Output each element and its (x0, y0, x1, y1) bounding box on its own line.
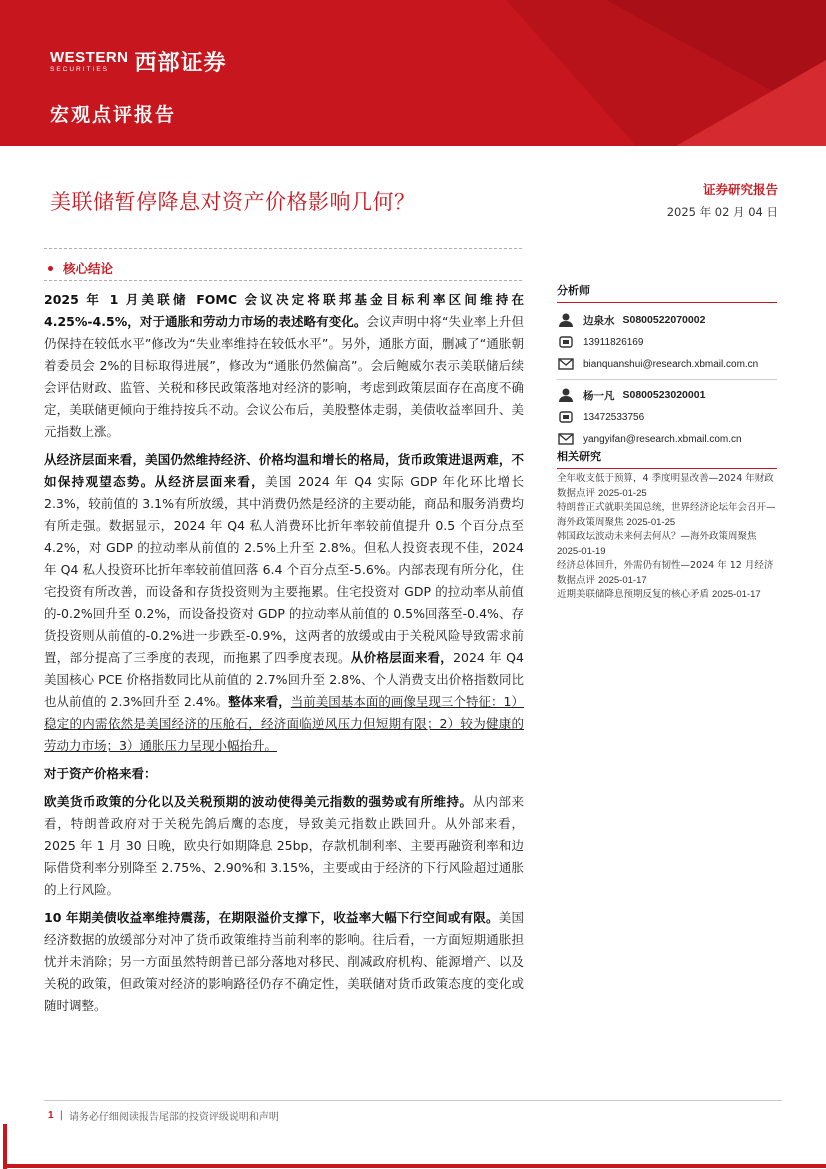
related-date: 2025-01-17 (598, 574, 647, 586)
person-icon (557, 387, 575, 403)
footer-disclaimer: 请务必仔细阅读报告尾部的投资评级说明和声明 (68, 1112, 279, 1123)
related-item[interactable] (557, 472, 777, 501)
body-paragraph (44, 791, 524, 901)
footer-accent-bar (3, 1124, 7, 1169)
body-text: 美国 2024 年 Q4 实际 GDP 年化环比增长 2.3%，较前值的 3.1%有所放缓，其中消费仍然是经济的主要动能，商品和服务消费均有所走强。数据显示，2024 年 Q4 私人消费环比折年率较前值提升 0.5 个百分点至 4.2%，对 GDP 的拉动率从前值的 2.5%上升至 2.8%。但私人投资表现不佳，2024 年 Q4 私人投资环比折年率较前值回落 6.4 个百分点至-5.6%。内部表现有所分化，住宅投资有所改善，而设备和存货投资则为主要拖累。住宅投资对 GDP 的拉动率从前值的-0.2%回升至 0.2%，而设备投资对 GDP 的拉动率从前值的 0.5%回落至-0.4%、存货投资则从前值的-0.2%进一步跌至-0.9%，这两者的放缓或由于关税风险导致需求前置，部分提高了三季度的表现，而拖累了四季度表现。 (44, 474, 524, 665)
emphasis-text: 整体来看， (228, 694, 291, 709)
core-conclusion-heading (48, 259, 113, 277)
body-text: 当前美国基本面的画像呈现三个特征：1）稳定的内需依然是美国经济的压舱石，经济面临逆风压力但短期有限；2）较为健康的劳动力市场；3）通胀压力呈现小幅抬升。 (44, 694, 524, 753)
related-item[interactable] (557, 501, 777, 530)
body-paragraph (44, 907, 524, 1017)
related-research-panel (557, 448, 777, 603)
footer-accent-bar (3, 1164, 826, 1168)
emphasis-text: 从经济层面来看，美国仍然维持经济、价格均温和增长的格局，货币政策进退两难，不如保持观望态势。从经济层面来看， (44, 452, 524, 489)
body-text: 会议声明中将“失业率上升但仍保持在较低水平”修改为“失业率维持在较低水平”。另外，通胀方面，删减了“通胀朝着委员会 2%的目标取得进展”，修改为“通胀仍然偏高”。会后鲍威尔表示美联储后续会评估财政、监管、关税和移民政策落地对经济的影响，考虑到政策层面存在高度不确定，美联储更倾向于维持按兵不动。会议公布后，美股整体走弱，美债收益率回升、美元指数上涨。 (44, 314, 524, 439)
phone-icon (557, 409, 575, 425)
logo-en-sub: SECURITIES (50, 65, 110, 73)
body-paragraph (44, 289, 524, 443)
body-text: 美国经济数据的放缓部分对冲了货币政策维持当前利率的影响。往后看，一方面短期通胀担忧并未消除；另一方面虽然特朗普已部分落地对移民、削减政府机构、能源增产、以及关税的政策，但政策对经济的影响路径仍存不确定性，美联储对货币政策态度的变化或随时调整。 (44, 910, 524, 1013)
related-list (557, 472, 777, 603)
related-title: 韩国政坛波动未来何去何从？—海外政策周聚焦 (557, 531, 757, 542)
related-date: 2025-01-25 (598, 487, 647, 499)
analyst-phone: 13911826169 (583, 336, 644, 348)
analyst-name: 杨一凡 (583, 389, 615, 402)
emphasis-text: 对于资产价格来看： (44, 766, 157, 781)
related-title: 经济总体回升，外需仍有韧性—2024 年 12 月经济数据点评 (557, 560, 774, 586)
related-date: 2025-01-17 (712, 589, 761, 600)
related-date: 2025-01-19 (557, 545, 606, 557)
analyst-card (557, 309, 777, 450)
logo-en-text: WESTERN (50, 48, 129, 66)
analyst-cert: S0800523020001 (622, 389, 706, 401)
brand-logo (50, 46, 227, 77)
related-date: 2025-01-25 (626, 516, 676, 528)
related-title: 近期美联储降息预期反复的核心矛盾 (557, 589, 710, 600)
emphasis-text: 从价格层面来看， (350, 650, 454, 665)
document-title: 美联储暂停降息对资产价格影响几何？ (50, 190, 416, 214)
divider (44, 280, 522, 281)
email-icon (557, 431, 575, 447)
emphasis-text: 2025 年 1 月美联储 FOMC 会议决定将联邦基金目标利率区间维持在 4.25%-4.5%，对于通胀和劳动力市场的表述略有变化。 (44, 292, 524, 329)
analyst-cert: S0800522070002 (622, 314, 706, 326)
emphasis-text: 10 年期美债收益率维持震荡，在期限溢价支撑下，收益率大幅下行空间或有限。 (44, 910, 499, 925)
emphasis-text: 欧美货币政策的分化以及关税预期的波动使得美元指数的强势或有所维持。 (44, 794, 473, 809)
analyst-email[interactable]: bianquanshui@research.xbmail.com.cn (583, 358, 759, 370)
related-item[interactable] (557, 588, 777, 603)
related-item[interactable] (557, 559, 777, 588)
related-title: 全年收支低于预算，4 季度明显改善—2024 年财政数据点评 (557, 473, 774, 499)
logo-cn-text: 西部证券 (134, 51, 227, 76)
analyst-name: 边泉水 (583, 314, 615, 327)
section-title: 核心结论 (63, 261, 114, 276)
related-item[interactable] (557, 530, 777, 559)
divider (44, 248, 522, 249)
phone-icon (557, 334, 575, 350)
bullet-icon (48, 266, 53, 271)
footer-divider (44, 1100, 782, 1101)
body-paragraph (44, 763, 524, 785)
report-type: 宏观点评报告 (50, 104, 177, 126)
analyst-panel (557, 282, 777, 450)
header-band (0, 0, 826, 146)
analyst-email[interactable]: yangyifan@research.xbmail.com.cn (583, 433, 742, 445)
person-icon (557, 312, 575, 328)
document-kind: 证券研究报告 (702, 182, 778, 197)
header-decoration (356, 0, 826, 146)
page-number: 1 (48, 1110, 54, 1121)
body-text: 2024 年 Q4 美国核心 PCE 价格指数同比从前值的 2.7%回升至 2.8%、个人消费支出价格指数同比也从前值的 2.3%回升至 2.4%。 (44, 650, 524, 709)
body-paragraph (44, 449, 524, 757)
analyst-phone: 13472533756 (583, 411, 645, 423)
footer-separator: | (59, 1110, 63, 1121)
analyst-heading: 分析师 (557, 282, 777, 303)
document-date: 2025 年 02 月 04 日 (666, 205, 778, 219)
footer (48, 1108, 279, 1123)
main-body (44, 289, 524, 1023)
body-text: 从内部来看，特朗普政府对于关税先鸽后鹰的态度，导致美元指数止跌回升。从外部来看，2025 年 1 月 30 日晚，欧央行如期降息 25bp，存款机制利率、主要再融资利率和边际借贷利率分别降至 2.75%、2.90%和 3.15%，主要或由于经济的下行风险超过通胀的上行风险。 (44, 794, 524, 897)
email-icon (557, 356, 575, 372)
divider (557, 379, 777, 380)
related-title: 特朗普正式就职美国总统，世界经济论坛年会召开—海外政策周聚焦 (557, 502, 776, 528)
related-heading: 相关研究 (557, 448, 777, 469)
